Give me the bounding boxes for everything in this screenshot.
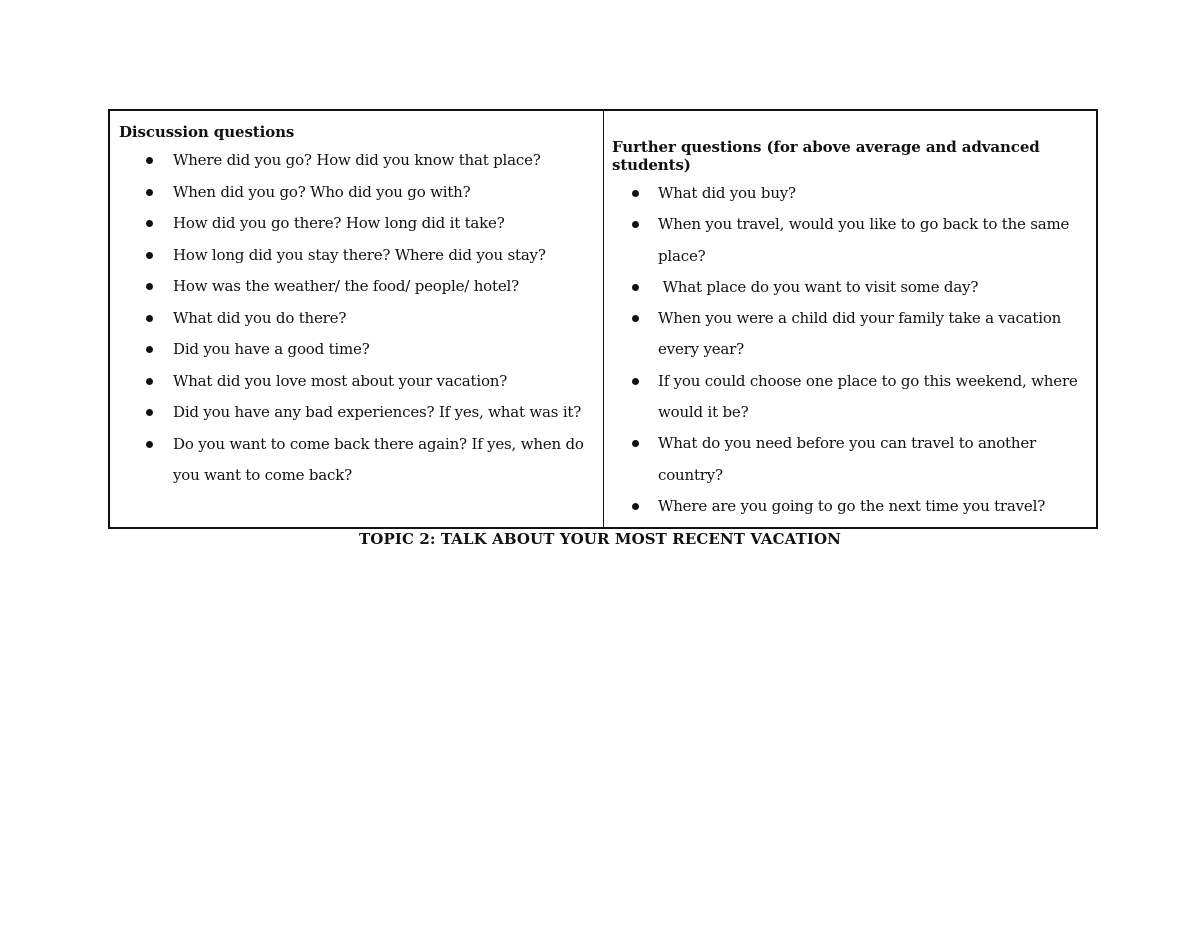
list-item bbox=[612, 366, 1088, 429]
discussion-questions-list bbox=[119, 145, 595, 492]
question-text: Did you have any bad experiences? If yes, what was it? bbox=[173, 403, 582, 421]
list-item bbox=[119, 366, 595, 398]
question-text: When you were a child did your family take a vacation every year? bbox=[658, 309, 1062, 359]
bullet-icon bbox=[632, 221, 639, 228]
list-item bbox=[612, 272, 1088, 303]
question-text: What do you need before you can travel to another country? bbox=[658, 434, 1036, 484]
bullet-icon bbox=[146, 378, 153, 385]
bullet-icon bbox=[146, 220, 153, 227]
question-text: What did you buy? bbox=[658, 184, 796, 202]
bullet-icon bbox=[146, 252, 153, 259]
bullet-icon bbox=[632, 378, 639, 385]
list-item bbox=[119, 303, 595, 335]
list-item bbox=[119, 177, 595, 209]
bullet-icon bbox=[146, 283, 153, 290]
further-questions-heading: Further questions (for above average and advanced students) bbox=[612, 138, 1040, 174]
list-item bbox=[119, 145, 595, 177]
bullet-icon bbox=[146, 189, 153, 196]
question-text: What did you love most about your vacation? bbox=[173, 371, 508, 390]
question-text: What did you do there? bbox=[173, 308, 347, 327]
further-questions-column bbox=[604, 111, 1096, 527]
bullet-icon bbox=[146, 409, 153, 416]
question-text: How long did you stay there? Where did you stay? bbox=[173, 245, 546, 264]
discussion-questions-column bbox=[110, 111, 604, 527]
list-item bbox=[119, 397, 595, 429]
topic-title: TOPIC 2: TALK ABOUT YOUR MOST RECENT VACATION bbox=[359, 530, 841, 548]
bullet-icon bbox=[632, 315, 639, 322]
question-text: When you travel, would you like to go back to the same place? bbox=[658, 215, 1070, 265]
question-text: How was the weather/ the food/ people/ hotel? bbox=[173, 277, 519, 295]
question-text: When did you go? Who did you go with? bbox=[173, 182, 471, 201]
question-text: Where are you going to go the next time you travel? bbox=[658, 496, 1046, 515]
list-item bbox=[612, 303, 1088, 366]
bullet-icon bbox=[632, 190, 639, 197]
bullet-icon bbox=[146, 157, 153, 164]
bullet-icon bbox=[146, 441, 153, 448]
list-item bbox=[119, 429, 595, 492]
question-text: If you could choose one place to go this weekend, where would it be? bbox=[658, 371, 1078, 422]
list-item bbox=[612, 209, 1088, 272]
question-text: Where did you go? How did you know that place? bbox=[173, 151, 541, 169]
bullet-icon bbox=[146, 315, 153, 322]
list-item bbox=[612, 491, 1088, 522]
list-item bbox=[119, 334, 595, 366]
bullet-icon bbox=[632, 440, 639, 447]
question-text: Did you have a good time? bbox=[173, 340, 370, 358]
question-text: How did you go there? How long did it take? bbox=[173, 214, 505, 232]
list-item bbox=[119, 240, 595, 272]
bullet-icon bbox=[632, 284, 639, 291]
bullet-icon bbox=[146, 346, 153, 353]
questions-table bbox=[108, 109, 1098, 529]
list-item bbox=[119, 208, 595, 240]
list-item bbox=[612, 178, 1088, 209]
question-text: Do you want to come back there again? If yes, when do you want to come back? bbox=[173, 434, 584, 484]
further-questions-list bbox=[612, 178, 1088, 522]
bullet-icon bbox=[632, 503, 639, 510]
list-item bbox=[612, 428, 1088, 491]
list-item bbox=[119, 271, 595, 303]
discussion-questions-heading: Discussion questions bbox=[119, 123, 295, 141]
question-text: What place do you want to visit some day? bbox=[658, 277, 979, 296]
